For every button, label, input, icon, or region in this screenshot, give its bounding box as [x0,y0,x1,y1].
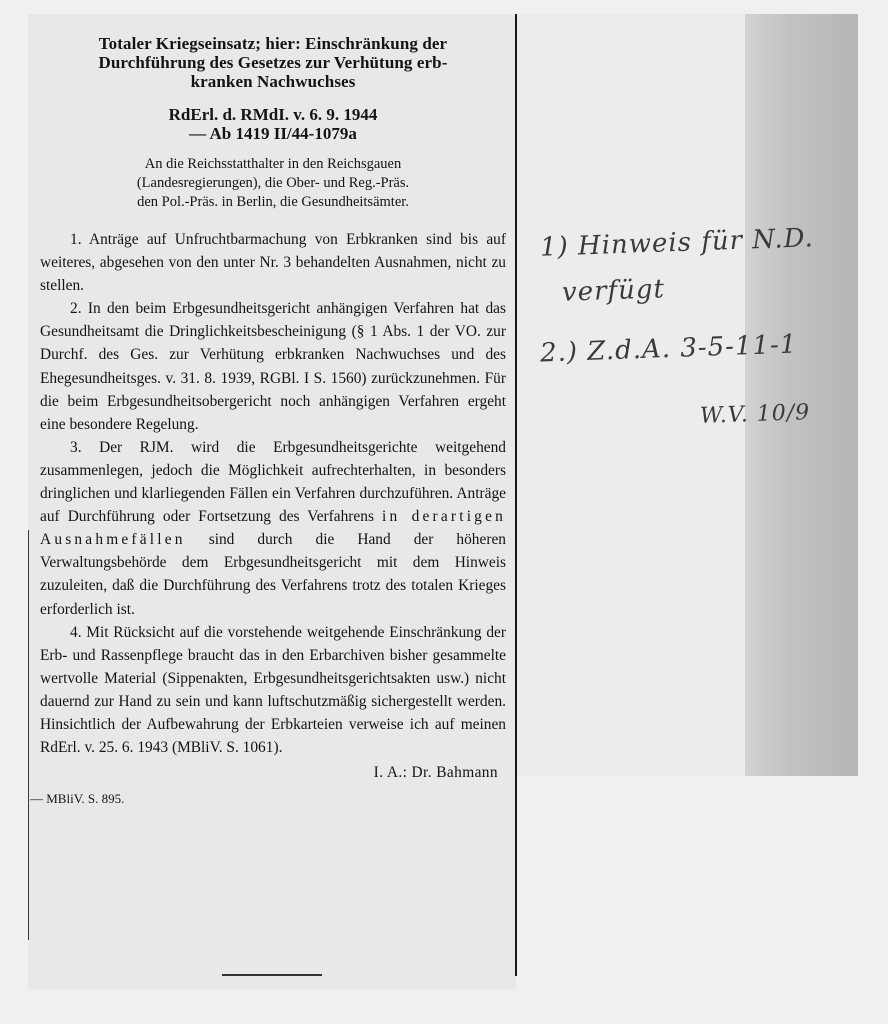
paragraph-3-text-end: sind durch die Hand der höheren Verwaltungsbehörde dem Erbgesundheitsgericht mit dem Hinweis zuzuleiten, daß die Durchführung des Verfahrens trotz des totalen Krieges erforderlich ist. [40,531,506,618]
handwritten-note-1: 1) Hinweis für N.D. [539,223,815,263]
paragraph-4: 4. Mit Rücksicht auf die vorstehende weitgehende Einschränkung der Erb- und Rassenpflege braucht das in den Erbarchiven bisher gesammelte wertvolle Material (Sippenakten, Erbgesundheitsgerichtsakten usw.) nicht dauernd zur Hand zu sein und kann luftschutzmäßig sichergestellt werden. Hinsichtlich der Aufbewahrung der Erbkarteien verweise ich auf meinen RdErl. v. 25. 6. 1943 (MBliV. S. 1061). [40,623,506,757]
handwritten-note-4: W.V. 10/9 [699,400,811,429]
signature: I. A.: Dr. Bahmann [373,764,498,782]
handwritten-note-2: verfügt [561,274,666,308]
addressees [40,155,506,212]
clipping-edge-line [515,14,517,976]
paragraph-3 [40,436,506,621]
paragraph-3-text: 3. Der RJM. wird die Erbgesundheitsgerichte weitgehend zusammenlegen, jedoch die Möglichkeit aufrechterhalten, in besonders dringlichen und klarliegenden Fällen ein Verfahren durchzuführen. Anträge auf Durchführung oder Fortsetzung des Verfahrens [40,438,506,526]
paragraph-2: 2. In den beim Erbgesundheitsgericht anhängigen Verfahren hat das Gesundheitsamt die Dringlichkeitsbescheinigung (§ 1 Abs. 1 der VO. zur Durchf. des Ges. zur Verhütung erbkranken Nachwuchses und des Ehegesundheitsges. v. 31. 8. 1939, RGBl. I S. 1560) zurückzunehmen. Für die beim Erbgesundheitsobergericht noch anhängigen Verfahren ergeht eine besondere Regelung. [40,300,506,433]
paragraph-1: 1. Anträge auf Unfruchtbarmachung von Erbkranken sind bis auf weiteres, abgesehen von den unter Nr. 3 behandelten Ausnahmen, nicht zu stellen. [40,231,506,295]
title-line: kranken Nachwuchses [190,72,356,91]
address-line: (Landesregierungen), die Ober- und Reg.-Präs. [136,175,410,191]
handwritten-note-3: 2.) Z.d.A. 3-5-11-1 [539,329,798,369]
decree-reference [40,105,506,143]
clipping-text [30,34,506,808]
document-title [40,34,506,91]
reference-line: RdErl. d. RMdI. v. 6. 9. 1944 [168,105,378,124]
clipping-left-edge [28,530,29,940]
title-line: Durchführung des Gesetzes zur Verhütung erb- [98,53,448,72]
source-footnote: — MBliV. S. 895. [30,791,125,807]
address-line: An die Reichsstatthalter in den Reichsgauen [144,156,402,172]
title-line: Totaler Kriegseinsatz; hier: Einschränkung der [98,34,448,53]
footer-rule [222,974,322,976]
reference-line: — Ab 1419 II/44-1079a [189,124,357,143]
address-line: den Pol.-Präs. in Berlin, die Gesundheitsämter. [137,194,409,210]
handwritten-notes [536,222,856,462]
paragraph-3-emphasis: in derartigen Ausnahmefällen [40,508,506,549]
